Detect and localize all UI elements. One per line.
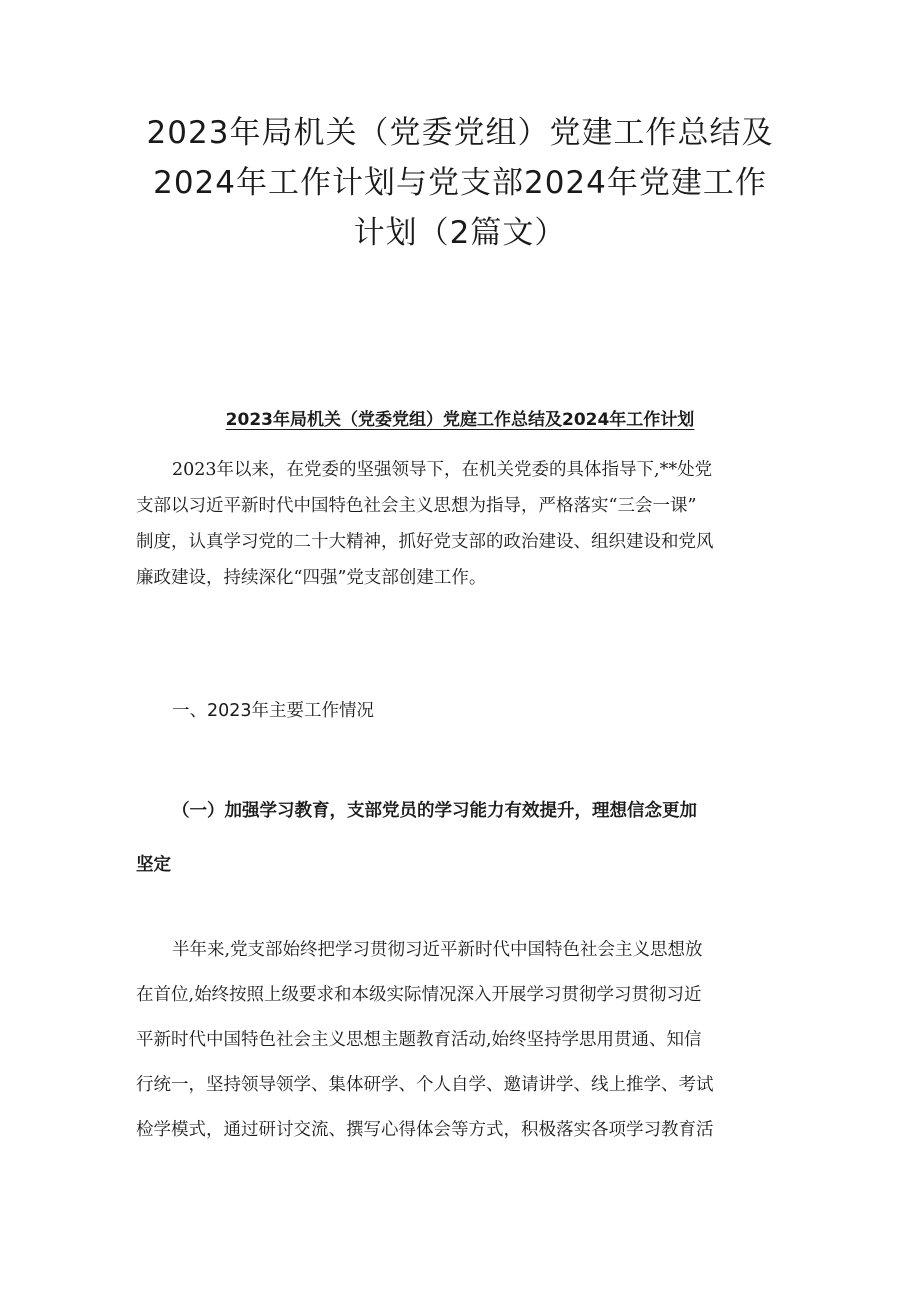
intro-line-2: 支部以习近平新时代中国特色社会主义思想为指导，严格落实“三会一课” [136, 496, 697, 516]
intro-line-3: 制度，认真学习党的二十大精神，抓好党支部的政治建设、组织建设和党风 [136, 532, 714, 552]
article-subtitle: 2023年局机关（党委党组）党庭工作总结及2024年工作计划 [225, 410, 695, 430]
body-line-3: 平新时代中国特色社会主义思想主题教育活动,始终坚持学思用贯通、知信 [136, 1030, 702, 1050]
title-line-3: 计划（2篇文） [353, 215, 567, 251]
subsection-heading [136, 784, 796, 892]
title-line-1: 2023年局机关（党委党组）党建工作总结及 [146, 115, 774, 151]
document-title [100, 108, 820, 258]
body-line-5: 检学模式，通过研讨交流、撰写心得体会等方式，积极落实各项学习教育活 [136, 1120, 714, 1140]
title-line-2: 2024年工作计划与党支部2024年党建工作 [153, 165, 767, 201]
body-line-1: 半年来,党支部始终把学习贯彻习近平新时代中国特色社会主义思想放 [172, 940, 703, 960]
subsection-heading-line-1: （一）加强学习教育，支部党员的学习能力有效提升，理想信念更加 [172, 801, 697, 821]
body-line-4: 行统一，坚持领导领学、集体研学、个人自学、邀请讲学、线上推学、考试 [136, 1075, 714, 1095]
subsection-heading-line-2: 坚定 [136, 855, 171, 875]
section-heading: 一、2023年主要工作情况 [172, 701, 375, 721]
body-line-2: 在首位,始终按照上级要求和本级实际情况深入开展学习贯彻学习贯彻习近 [136, 985, 702, 1005]
body-paragraph [136, 928, 790, 1153]
intro-line-1: 2023年以来，在党委的坚强领导下，在机关党委的具体指导下,**处党 [172, 460, 713, 480]
intro-paragraph [136, 452, 790, 596]
intro-line-4: 廉政建设，持续深化“四强”党支部创建工作。 [136, 568, 487, 588]
